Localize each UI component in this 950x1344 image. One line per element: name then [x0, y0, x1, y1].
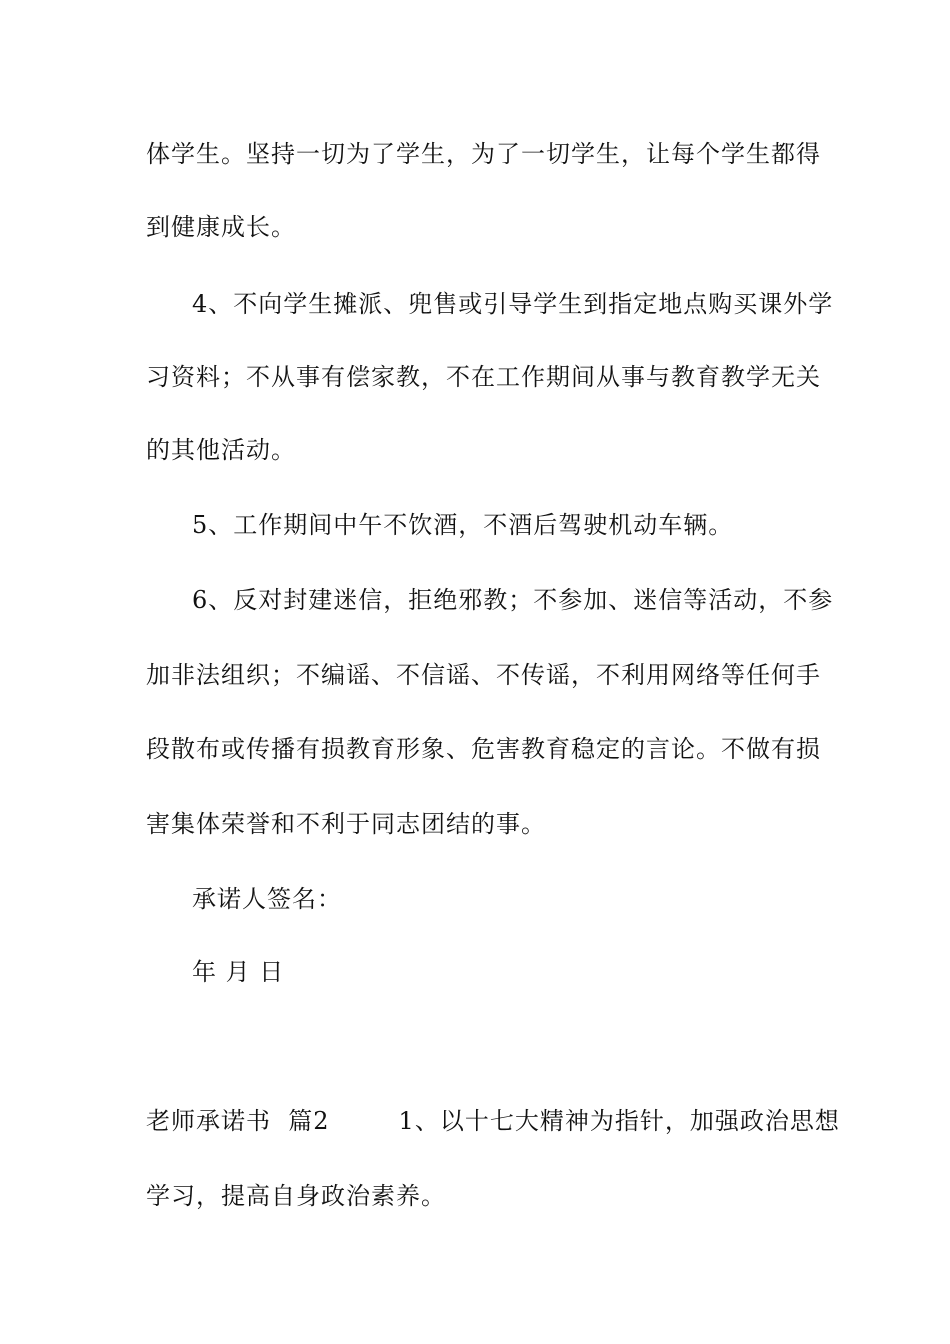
- text-line: 学习，提高自身政治素养。: [146, 1182, 446, 1210]
- text-line: 的其他活动。: [146, 436, 296, 464]
- text-line: 习资料；不从事有偿家教，不在工作期间从事与教育教学无关: [146, 363, 821, 391]
- text-line: 体学生。坚持一切为了学生，为了一切学生，让每个学生都得: [146, 140, 821, 168]
- text-line: 6、反对封建迷信，拒绝邪教；不参加、迷信等活动，不参: [192, 586, 834, 614]
- section-heading-line: 老师承诺书 篇2 1、以十七大精神为指针，加强政治思想: [146, 1107, 840, 1135]
- date-line: 年 月 日: [192, 958, 285, 986]
- text-line: 害集体荣誉和不利于同志团结的事。: [146, 810, 546, 838]
- signature-label: 承诺人签名：: [192, 885, 342, 913]
- text-line: 4、不向学生摊派、兜售或引导学生到指定地点购买课外学: [192, 290, 834, 318]
- text-line: 到健康成长。: [146, 213, 296, 241]
- text-line: 加非法组织；不编谣、不信谣、不传谣，不利用网络等任何手: [146, 661, 821, 689]
- text-line: 5、工作期间中午不饮酒，不酒后驾驶机动车辆。: [192, 511, 734, 539]
- text-line: 段散布或传播有损教育形象、危害教育稳定的言论。不做有损: [146, 735, 821, 763]
